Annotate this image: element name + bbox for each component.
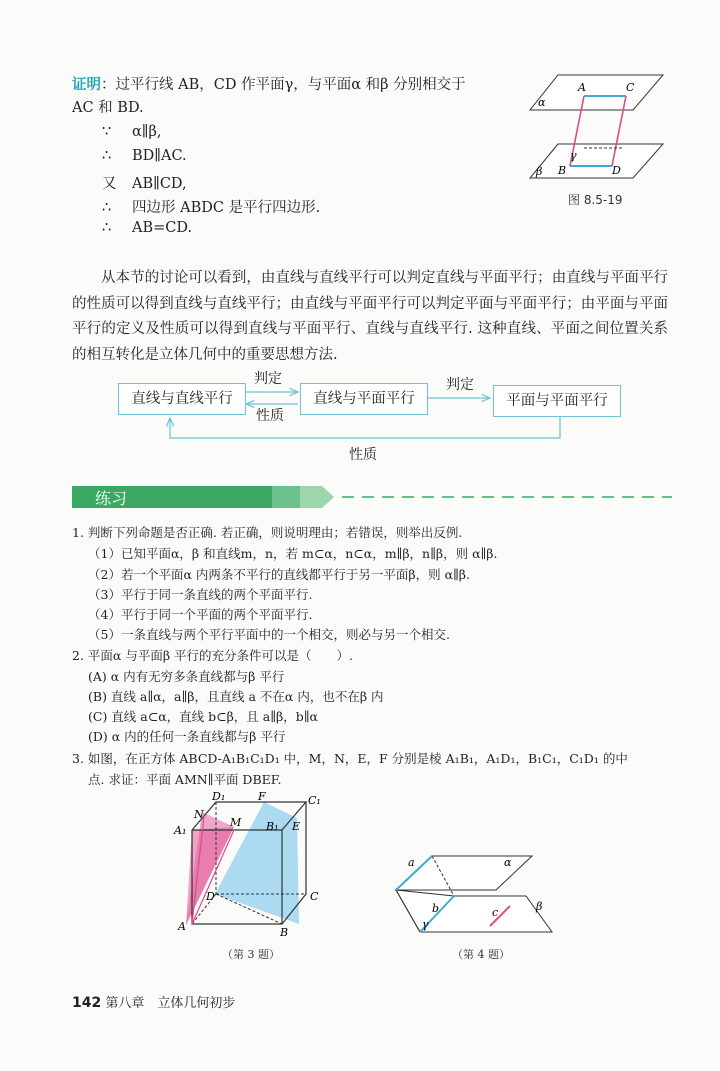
flow-box-plane-plane: 平面与平面平行 [493,385,621,417]
fig3-label-B: B [280,926,289,939]
fig3-label-N: N [194,808,204,821]
fig4-label-b: b [432,902,440,915]
fig1-label-C: C [626,81,635,94]
proof-line-2: AC 和 BD. [72,100,144,116]
question-2-option: (A) α 内有无穷多条直线都与β 平行 [88,669,285,684]
fig1-label-gamma: γ [570,149,577,162]
summary-paragraph: 从本节的讨论可以看到，由直线与直线平行可以判定直线与平面平行；由直线与平面平行的性质可以得到直线与直线平行；由直线与平面平行可以判定平面与平面平行；由平面与平面平行的定义及性质可以得到直线与平面平行、直线与直线平行. 这种直线、平面之间位置关系的相互转化是立体几何中的重要思想方法. [72,270,668,363]
proof-step: ∴ AB=CD. [102,220,193,236]
question-1: 1. 判断下列命题是否正确. 若正确，则说明理由；若错误，则举出反例. [72,525,463,540]
fig3-label-A: A [178,920,186,933]
fig4-label-c: c [492,906,499,919]
question-3-line-1: 3. 如图，在正方体 ABCD-A₁B₁C₁D₁ 中，M，N，E，F 分别是棱 A₁B₁，A₁D₁，B₁C₁，C₁D₁ 的中 [72,751,628,766]
fig3-label-A1: A₁ [174,824,187,837]
figure-parallel-planes [528,70,668,185]
fig4-label-a: a [408,856,415,869]
fig3-label-D: D [206,890,215,903]
fig3-label-C1: C₁ [308,794,321,807]
fig4-label-alpha: α [504,856,512,869]
figure-cube [168,790,328,940]
question-2-option: (D) α 内的任何一条直线都与β 平行 [88,729,286,744]
fig3-label-F: F [258,790,266,803]
fig4-label-gamma: γ [422,918,429,931]
proof-text [72,74,522,120]
proof-step: ∵ α∥β, [102,124,162,140]
question-1-item: （5）一条直线与两个平行平面中的一个相交，则必与另一个相交. [88,627,450,642]
chapter-title: 第八章 立体几何初步 [105,996,236,1011]
fig1-label-alpha: α [538,96,546,109]
flow-label-prop-1: 性质 [256,408,284,424]
flow-label-judge-2: 判定 [446,377,474,393]
fig3-label-E: E [292,820,301,833]
question-2-option: (C) 直线 a⊂α，直线 b⊂β，且 a∥β，b∥α [88,709,318,724]
fig3-label-C: C [310,890,319,903]
fig1-label-beta: β [536,165,543,178]
figure3-caption: （第 3 题） [222,948,280,961]
page-number: 142 [72,995,102,1011]
practice-banner [72,484,672,510]
page-footer [72,992,235,1011]
proof-step: ∴ BD∥AC. [102,148,187,164]
proof-step: ∴ 四边形 ABDC 是平行四边形. [102,200,321,216]
question-1-item: （3）平行于同一条直线的两个平面平行. [88,587,313,602]
question-1-item: （2）若一个平面α 内两条不平行的直线都平行于另一平面β，则 α∥β. [88,567,470,582]
question-1-item: （4）平行于同一个平面的两个平面平行. [88,607,313,622]
question-2-option: (B) 直线 a∥α，a∥β，且直线 a 不在α 内，也不在β 内 [88,689,384,704]
proof-step: 又 AB∥CD, [102,176,187,192]
fig1-label-A: A [578,81,586,94]
question-2: 2. 平面α 与平面β 平行的充分条件可以是（ ）. [72,648,353,663]
question-1-item: （1）已知平面α，β 和直线m，n，若 m⊂α，n⊂α，m∥β，n∥β，则 α∥β. [88,546,498,561]
proof-line-1: ：过平行线 AB，CD 作平面γ，与平面α 和β 分别相交于 [101,77,466,93]
flow-box-line-plane: 直线与平面平行 [300,383,428,415]
figure1-caption: 图 8.5-19 [568,193,623,207]
flow-box-line-line: 直线与直线平行 [118,383,246,415]
flow-label-prop-2: 性质 [349,447,377,463]
proof-label: 证明 [72,77,101,93]
fig4-label-beta: β [536,900,543,913]
question-3-line-2: 点. 求证：平面 AMN∥平面 DBEF. [88,772,282,787]
fig3-label-B1: B₁ [266,820,279,833]
flow-label-judge-1: 判定 [254,371,282,387]
fig1-label-B: B [558,164,567,177]
fig3-label-M: M [230,816,242,829]
figure4-caption: （第 4 题） [452,948,510,961]
fig1-label-D: D [612,164,621,177]
fig3-label-D1: D₁ [212,790,226,803]
figure-planes-lines [392,846,560,942]
practice-title: 练习 [95,489,128,508]
